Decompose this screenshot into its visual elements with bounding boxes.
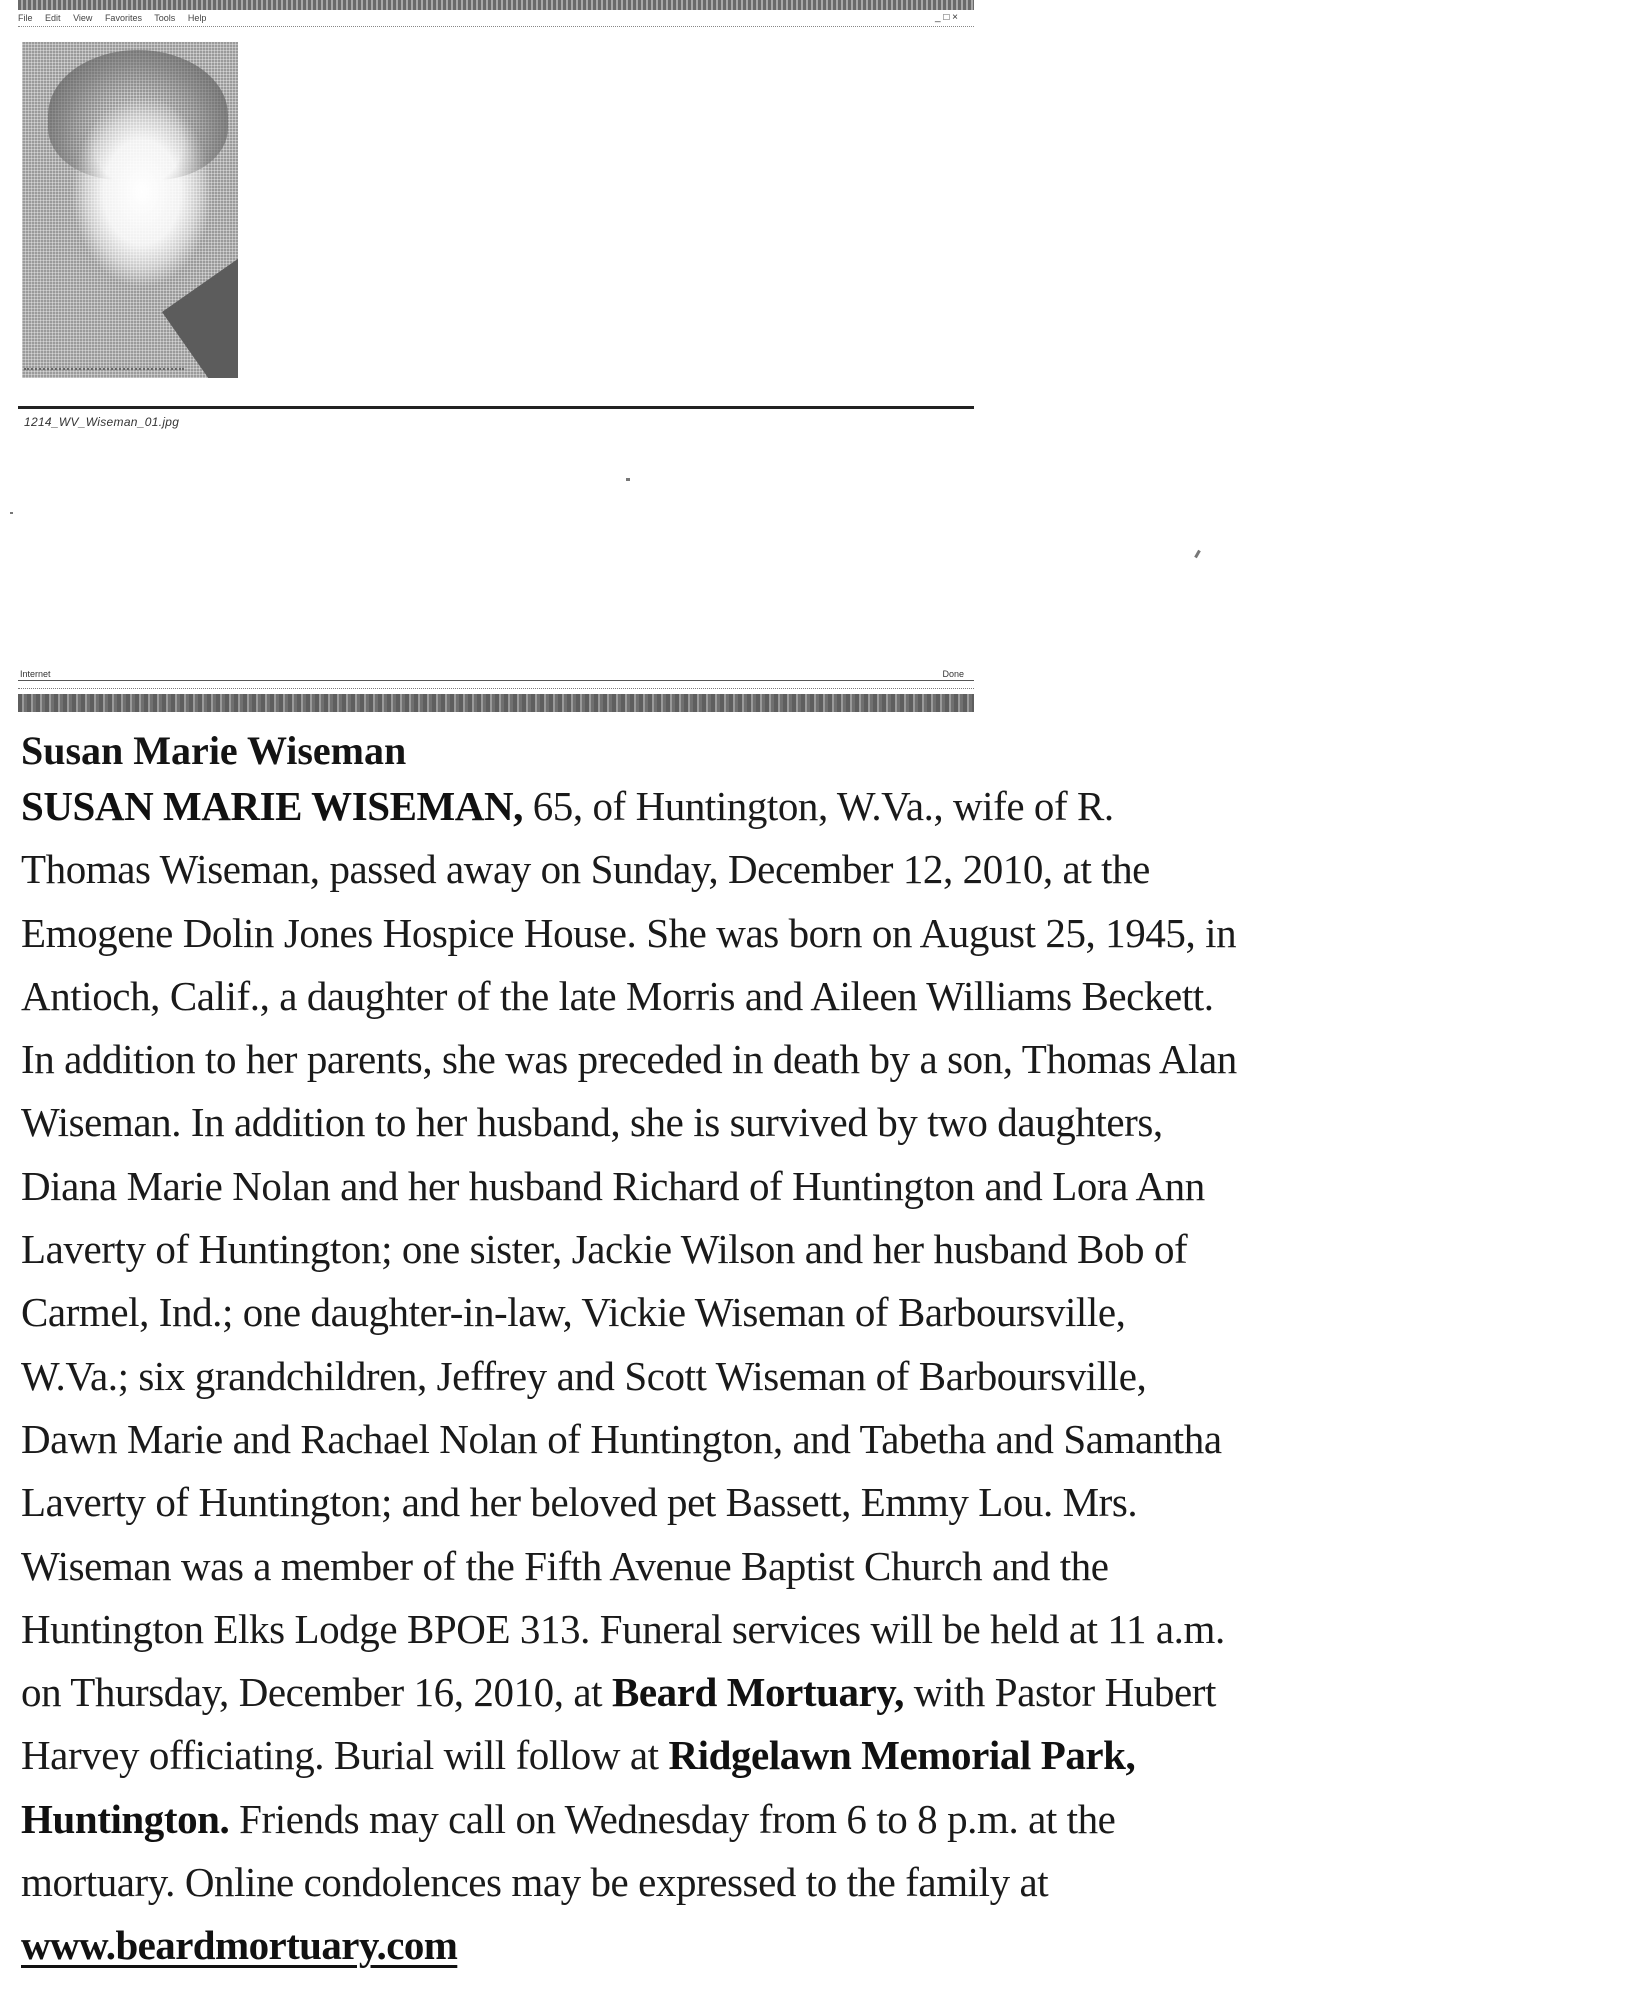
article-window-header	[18, 668, 974, 718]
obituary-line	[21, 1028, 1631, 1091]
obituary-line	[21, 1408, 1631, 1471]
obituary-bold-text: Beard Mortuary,	[611, 1669, 904, 1716]
obituary-text: with Pastor Hubert	[903, 1669, 1216, 1716]
obituary-text: on Thursday, December 16, 2010, at	[21, 1669, 612, 1716]
obituary-text: Friends may call on Wednesday from 6 to 8 p.m. at the	[229, 1795, 1116, 1842]
obituary-text: Laverty of Huntington; and her beloved pet Bassett, Emmy Lou. Mrs.	[21, 1479, 1138, 1526]
obituary-line	[21, 1598, 1631, 1661]
obituary-line	[21, 902, 1631, 965]
obituary-line	[21, 838, 1631, 901]
obituary-text: Carmel, Ind.; one daughter-in-law, Vickie Wiseman of Barboursville,	[21, 1289, 1126, 1336]
obituary-line	[21, 1281, 1631, 1344]
obituary-line	[21, 1788, 1631, 1851]
obituary-text: mortuary. Online condolences may be expressed to the family at	[21, 1859, 1049, 1906]
menu-item-edit[interactable]: Edit	[45, 13, 61, 23]
scan-speck	[1194, 550, 1201, 558]
photo-caption: 1214_WV_Wiseman_01.jpg	[24, 415, 180, 429]
obituary-text: In addition to her parents, she was preceded in death by a son, Thomas Alan	[21, 1036, 1237, 1083]
obituary-text: Emogene Dolin Jones Hospice House. She was born on August 25, 1945, in	[21, 909, 1237, 956]
obituary-line	[21, 1914, 1631, 1977]
window-titlebar	[18, 0, 974, 10]
obituary-text: Antioch, Calif., a daughter of the late Morris and Aileen Williams Beckett.	[21, 972, 1214, 1019]
obituary-line	[21, 1471, 1631, 1534]
obituary-text: W.Va.; six grandchildren, Jeffrey and Scott Wiseman of Barboursville,	[21, 1352, 1147, 1399]
menu-item-favorites[interactable]: Favorites	[104, 13, 142, 23]
photo-dotted-edge	[24, 364, 184, 370]
obituary-text: Dawn Marie and Rachael Nolan of Huntington, and Tabetha and Samantha	[21, 1415, 1222, 1462]
status-left-label: Internet	[20, 669, 51, 679]
obituary-text: Laverty of Huntington; one sister, Jackie Wilson and her husband Bob of	[21, 1226, 1188, 1273]
obituary-line	[21, 1345, 1631, 1408]
obituary-line	[21, 1661, 1631, 1724]
portrait-shoulder-shading	[162, 249, 238, 378]
obituary-body	[21, 775, 1631, 1978]
menu-item-view[interactable]: View	[73, 13, 93, 23]
obituary-line	[21, 1091, 1631, 1154]
window-dark-band	[18, 694, 974, 712]
obituary-text: Huntington Elks Lodge BPOE 313. Funeral services will be held at 11 a.m.	[21, 1605, 1225, 1652]
obituary-line	[21, 1218, 1631, 1281]
obituary-text: Thomas Wiseman, passed away on Sunday, December 12, 2010, at the	[21, 846, 1150, 893]
menu-item-help[interactable]: Help	[187, 13, 207, 23]
status-right-label: Done	[942, 669, 964, 679]
window-menubar	[18, 10, 974, 27]
portrait-photo	[22, 42, 238, 378]
mortuary-website-link[interactable]: www.beardmortuary.com	[21, 1922, 458, 1969]
obituary-line	[21, 1724, 1631, 1787]
obituary-line	[21, 775, 1631, 838]
obituary-line	[21, 1851, 1631, 1914]
obituary-title: Susan Marie Wiseman	[21, 728, 407, 773]
scan-speck	[626, 478, 630, 481]
scan-speck	[10, 512, 13, 514]
obituary-text: Wiseman. In addition to her husband, she is survived by two daughters,	[21, 1099, 1163, 1146]
window-dotted-divider	[18, 686, 974, 689]
caption-divider	[18, 406, 974, 409]
obituary-line	[21, 1535, 1631, 1598]
portrait-hair-shading	[48, 50, 228, 180]
obituary-bold-text: SUSAN MARIE WISEMAN,	[21, 783, 523, 829]
menu-item-file[interactable]: File	[18, 13, 33, 23]
obituary-line	[21, 965, 1631, 1028]
obituary-text: Wiseman was a member of the Fifth Avenue Baptist Church and the	[21, 1542, 1109, 1589]
obituary-text: Diana Marie Nolan and her husband Richard of Huntington and Lora Ann	[21, 1162, 1205, 1209]
obituary-text: 65, of Huntington, W.Va., wife of R.	[522, 783, 1114, 829]
menu-item-tools[interactable]: Tools	[154, 13, 176, 23]
obituary-text: Harvey officiating. Burial will follow at	[21, 1732, 669, 1779]
obituary-bold-text: Ridgelawn Memorial Park,	[668, 1732, 1136, 1779]
window-controls-icon[interactable]: _ □ ×	[935, 12, 958, 23]
obituary-line	[21, 1155, 1631, 1218]
window-status-strip	[18, 668, 974, 681]
obituary-article	[21, 727, 1631, 1978]
photo-window	[18, 0, 974, 440]
obituary-bold-text: Huntington.	[21, 1795, 230, 1842]
